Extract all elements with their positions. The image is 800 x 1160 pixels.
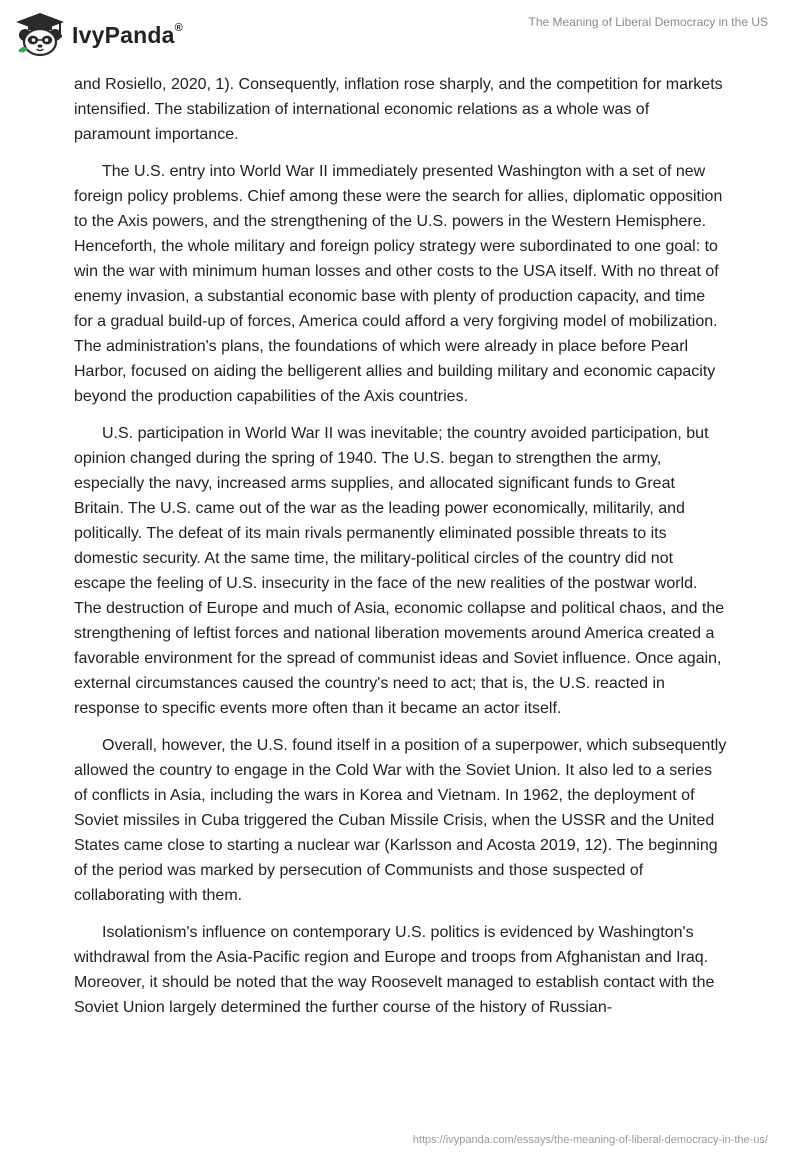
paragraph-4: Overall, however, the U.S. found itself in a position of a superpower, which subsequently allowed the country to engage in the Cold War with the Soviet Union. It also led to a series of conflicts in Asia, including the wars in Korea and Vietnam. In 1962, the deployment of Soviet missiles in Cuba triggered the Cuban Missile Crisis, when the USSR and the United States came close to starting a nuclear war (Karlsson and Acosta 2019, 12). The beginning of the period was marked by persecution of Communists and those suspected of collaborating with them. <box>74 737 727 904</box>
paragraph-5: Isolationism's influence on contemporary U.S. politics is evidenced by Washington's withdrawal from the Asia-Pacific region and Europe and troops from Afghanistan and Iraq. Moreover, it should be noted that the way Roosevelt managed to establish contact with the Soviet Union largely determined the further course of the history of Russian- <box>74 924 715 1016</box>
registered-mark: ® <box>174 21 183 34</box>
page-header <box>0 0 800 70</box>
brand-name-text: IvyPanda <box>72 21 175 48</box>
brand-logo[interactable] <box>14 8 183 60</box>
paragraph-2: The U.S. entry into World War II immediately presented Washington with a set of new foreign policy problems. Chief among these were the search for allies, diplomatic opposition to the Axis powers, and the strengthening of the U.S. powers in the Western Hemisphere. Henceforth, the whole military and foreign policy strategy were subordinated to one goal: to win the war with minimum human losses and other costs to the USA itself. With no threat of enemy invasion, a substantial economic base with plenty of production capacity, and time for a gradual build-up of forces, America could afford a very forgiving model of mobilization. The administration's plans, the foundations of which were already in place before Pearl Harbor, focused on aiding the belligerent allies and building military and economic capacity beyond the production capabilities of the Axis countries. <box>74 163 723 405</box>
paragraph-1: and Rosiello, 2020, 1). Consequently, inflation rose sharply, and the competition for markets intensified. The stabilization of international economic relations as a whole was of paramount importance. <box>74 76 723 143</box>
document-title: The Meaning of Liberal Democracy in the US <box>528 15 768 29</box>
source-url-link[interactable]: https://ivypanda.com/essays/the-meaning-of-liberal-democracy-in-the-us/ <box>412 1134 768 1146</box>
paragraph-3: U.S. participation in World War II was inevitable; the country avoided participation, but opinion changed during the spring of 1940. The U.S. began to strengthen the army, especially the navy, increased arms supplies, and allocated significant funds to Great Britain. The U.S. came out of the war as the leading power economically, militarily, and politically. The defeat of its main rivals permanently eliminated possible threats to its domestic security. At the same time, the military-political circles of the country did not escape the feeling of U.S. insecurity in the face of the new realities of the postwar world. The destruction of Europe and much of Asia, economic collapse and political chaos, and the strengthening of leftist forces and national liberation movements around America created a favorable environment for the spread of communist ideas and Soviet influence. Once again, external circumstances caused the country's need to act; that is, the U.S. reacted in response to specific events more often than it became an actor itself. <box>74 425 725 717</box>
brand-name <box>72 22 183 49</box>
panda-graduate-logo-icon <box>14 11 66 57</box>
essay-body <box>74 72 728 1032</box>
